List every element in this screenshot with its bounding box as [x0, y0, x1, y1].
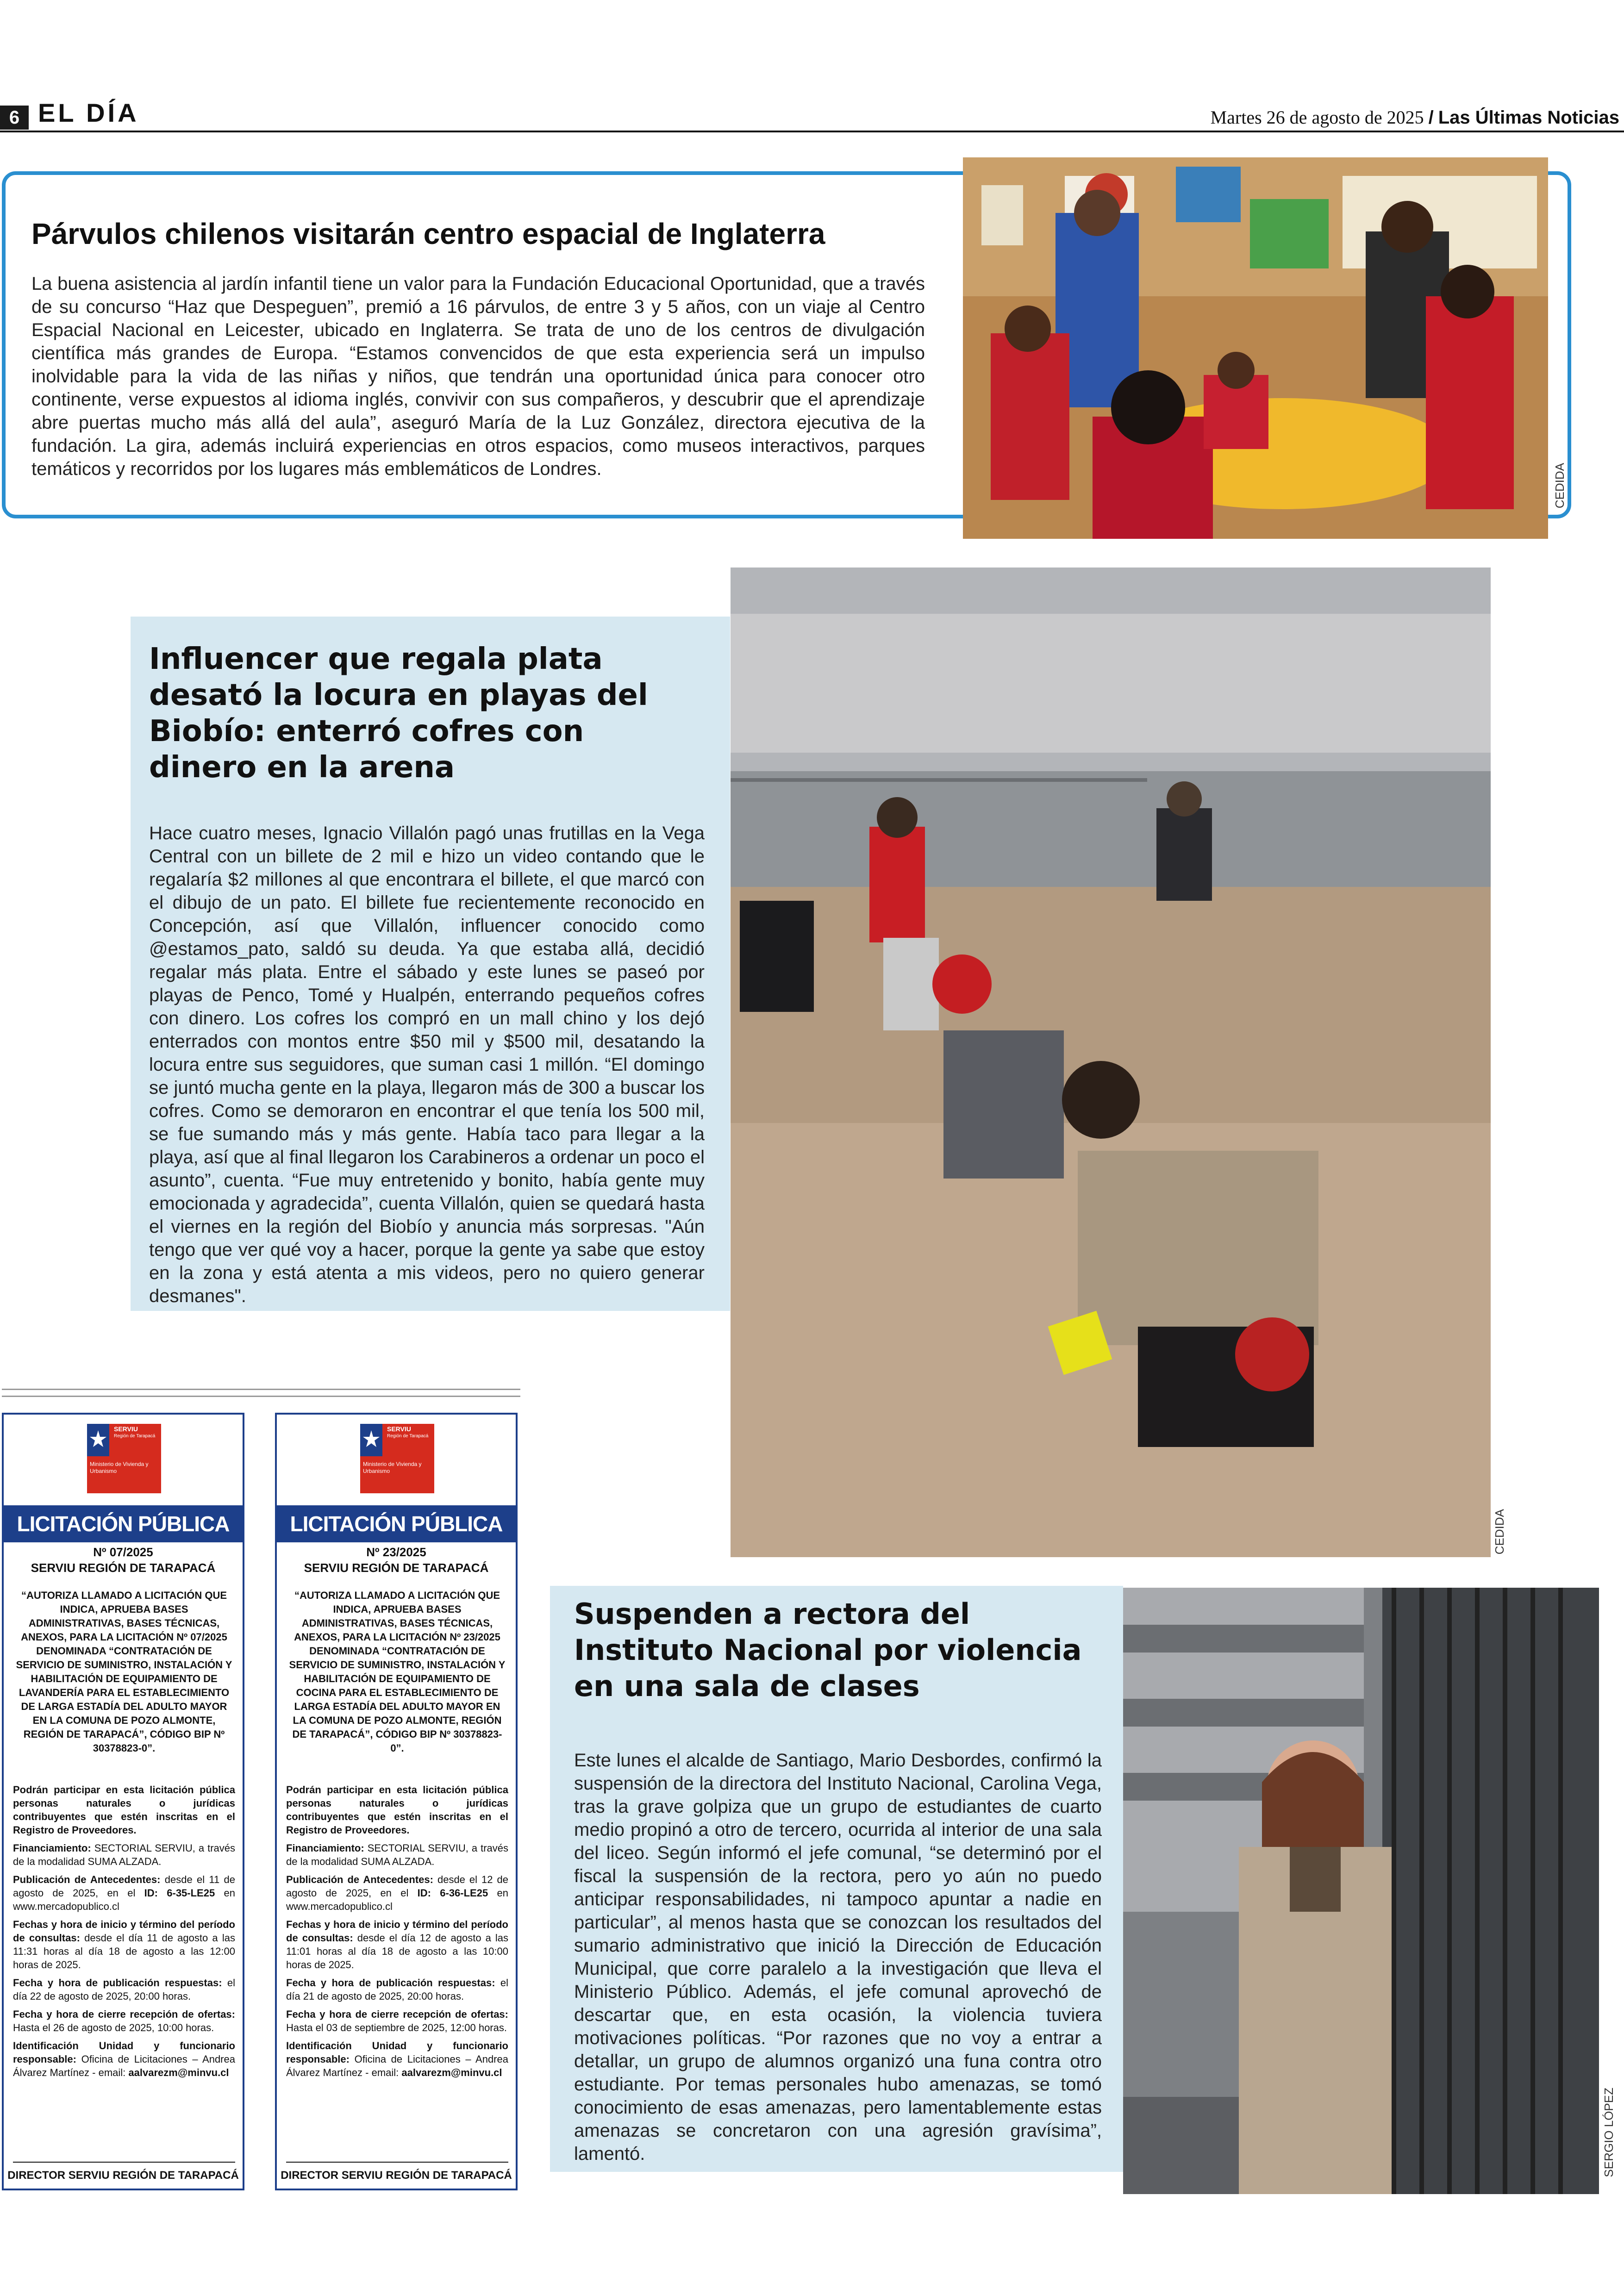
tender-ad: [275, 1413, 518, 2190]
background-row: [286, 1873, 508, 1913]
participation-text: Podrán participar en esta licitación pública personas naturales o jurídicas contribuyentes que estén inscritas en el Registro de Proveedores.: [13, 1784, 235, 1836]
tender-description: “AUTORIZA LLAMADO A LICITACIÓN QUE INDICA, APRUEBA BASES ADMINISTRATIVAS, BASES TÉCNICAS, ANEXOS, PARA LA LICITACIÓN Nº 23/2025 DENOMINADA “CONTRATACIÓN DE SERVICIO DE SUMINISTRO, INSTALACIÓN Y HABILITACIÓN DE EQUIPAMIENTO DE COCINA PARA EL ESTABLECIMIENTO DE LARGA ESTADÍA DEL ADULTO MAYOR EN LA COMUNA DE POZO ALMONTE, REGIÓN DE TARAPACÁ”, CÓDIGO BIP Nº 30378823-0”.: [289, 1590, 506, 1754]
contact-email: aalvarezm@minvu.cl: [401, 2067, 502, 2078]
article-body: Hace cuatro meses, Ignacio Villalón pagó unas frutillas en la Vega Central con un billete de 2 mil e hizo un video contando que le regalaría $2 millones al que encontrara el billete, el que marcó con el dibujo de un pato. El billete fue recientemente reconocido en Concepción, así que Villalón, influencer conocido como @estamos_pato, saldó su deuda. Ya que estaba allá, decidió regalar más plata. Entre el sábado y este lunes se paseó por playas de Penco, Tomé y Hualpén, enterrando pequeños cofres con dinero. Los cofres los compró en un mall chino y los dejó enterrados con montos entre $50 mil y $500 mil, desatando la locura entre sus seguidores, que suman casi 1 millón. “El domingo se juntó mucha gente en la playa, llegaron más de 300 a buscar los cofres. Como se demoraron en encontrar el que tenía los 500 mil, se fue sumando más y más gente. Había taco para llegar a la playa, así que al final llegaron los Carabineros a ordenar un poco el asunto”, cuenta. “Fue muy entretenido y bonito, había gente muy emocionada y agradecida”, cuenta Villalón, quien se quedará hasta el viernes en la región del Biobío y anuncia más sorpresas. "Aún tengo que ver qué voy a hacer, porque la gente ya sabe que estoy en la zona y está atenta a mis videos, pero no quiero generar desmanes".: [149, 823, 705, 1306]
answers-label: Fecha y hora de publicación respuestas:: [13, 1977, 222, 1989]
financing-row: [13, 1841, 235, 1868]
close-label: Fecha y hora de cierre recepción de ofertas:: [286, 2008, 508, 2020]
background-label: Publicación de Antecedentes:: [13, 1874, 161, 1885]
ads-divider: [2, 1389, 520, 1397]
close-label: Fecha y hora de cierre recepción de ofertas:: [13, 2008, 235, 2020]
ad-signature: DIRECTOR SERVIU REGIÓN DE TARAPACÁ: [281, 2169, 512, 2182]
publication-name: Las Últimas Noticias: [1438, 107, 1619, 128]
rector-photo: [1123, 1588, 1599, 2194]
financing-label: Financiamiento:: [286, 1842, 364, 1854]
close-value: Hasta el 26 de agosto de 2025, 10:00 horas.: [13, 2022, 214, 2033]
headline: Párvulos chilenos visitarán centro espacial de Inglaterra: [31, 217, 825, 250]
tender-entity: SERVIU REGIÓN DE TARAPACÁ: [31, 1561, 216, 1575]
background-value: desde el 11 de agosto de 2025, en el: [13, 1874, 235, 1899]
ad-signature: DIRECTOR SERVIU REGIÓN DE TARAPACÁ: [7, 2169, 239, 2182]
contact-value: Oficina de Licitaciones – Andrea Álvarez Martínez - email:: [13, 2053, 235, 2078]
tender-id: ID: 6-36-LE25: [417, 1887, 488, 1899]
answers-row: [286, 1976, 508, 2003]
photo-credit: CEDIDA: [1493, 1509, 1506, 1555]
article-body: La buena asistencia al jardín infantil tiene un valor para la Fundación Educacional Oportunidad, que a través de su concurso “Haz que Despeguen”, premió a 16 párvulos, de entre 3 y 5 años, con un viaje al Centro Espacial Nacional en Leicester, ubicado en Inglaterra. Se trata de uno de los centros de divulgación científica más grandes de Europa. “Estamos convencidos de que esta experiencia será un impulso inolvidable para la vida de las niñas y niños, que tendrán una oportunidad única para conocer otro continente, verse expuestos al idioma inglés, convivir con sus compañeros, y descubrir que el aprendizaje abre puertas mucho más allá del aula”, aseguró María de la Luz González, directora ejecutiva de la fundación. La gira, además incluirá experiencias en otros espacios, como museos interactivos, parques temáticos y recorridos por los lugares más emblemáticos de Londres.: [31, 274, 925, 479]
contact-email: aalvarezm@minvu.cl: [128, 2067, 229, 2078]
beach-illustration: [731, 568, 1491, 1557]
serviu-logo: [87, 1424, 161, 1493]
dateline-separator: /: [1428, 107, 1434, 128]
contact-label: Identificación Unidad y funcionario responsable:: [286, 2040, 508, 2065]
contact-row: [13, 2039, 235, 2079]
background-tail: en www.mercadopublico.cl: [286, 1887, 508, 1912]
classroom-illustration: [963, 157, 1548, 539]
financing-value: SECTORIAL SERVIU, a través de la modalidad SUMA ALZADA.: [286, 1842, 508, 1867]
classroom-photo: [963, 157, 1548, 539]
rector-illustration: [1123, 1588, 1599, 2194]
issue-date: Martes 26 de agosto de 2025: [1210, 107, 1424, 128]
tender-entity: SERVIU REGIÓN DE TARAPACÁ: [304, 1561, 489, 1575]
answers-value: el día 21 de agosto de 2025, 20:00 horas.: [286, 1977, 508, 2002]
beach-photo: [731, 568, 1491, 1557]
background-tail: en www.mercadopublico.cl: [13, 1887, 235, 1912]
queries-label: Fechas y hora de inicio y término del período de consultas:: [13, 1919, 235, 1944]
header-rule: [0, 131, 1624, 132]
headline: Influencer que regala plata desató la locura en playas del Biobío: enterró cofres con dinero en la arena: [149, 642, 648, 785]
ad-header: [4, 1544, 243, 1576]
answers-row: [13, 1976, 235, 2003]
ad-header: [277, 1544, 516, 1576]
background-label: Publicación de Antecedentes:: [286, 1874, 433, 1885]
tender-id: ID: 6-35-LE25: [144, 1887, 215, 1899]
close-row: [13, 2008, 235, 2034]
queries-label: Fechas y hora de inicio y término del período de consultas:: [286, 1919, 508, 1944]
photo-credit: SERGIO LÓPEZ: [1602, 2088, 1616, 2177]
ad-title: LICITACIÓN PÚBLICA: [4, 1505, 243, 1542]
queries-row: [13, 1918, 235, 1971]
logo-region: Región de Tarapacá: [114, 1434, 156, 1439]
background-row: [13, 1873, 235, 1913]
participation-text: Podrán participar en esta licitación pública personas naturales o jurídicas contribuyentes que estén inscritas en el Registro de Proveedores.: [286, 1784, 508, 1836]
tender-ad: [2, 1413, 244, 2190]
financing-label: Financiamiento:: [13, 1842, 91, 1854]
queries-row: [286, 1918, 508, 1971]
tender-details: [13, 1783, 235, 2084]
financing-row: [286, 1841, 508, 1868]
tender-description: “AUTORIZA LLAMADO A LICITACIÓN QUE INDICA, APRUEBA BASES ADMINISTRATIVAS, BASES TÉCNICAS, ANEXOS, PARA LA LICITACIÓN Nº 07/2025 DENOMINADA “CONTRATACIÓN DE SERVICIO DE SUMINISTRO, INSTALACIÓN Y HABILITACIÓN DE EQUIPAMIENTO DE LAVANDERÍA PARA EL ESTABLECIMIENTO DE LARGA ESTADÍA DEL ADULTO MAYOR EN LA COMUNA DE POZO ALMONTE, REGIÓN DE TARAPACÁ”, CÓDIGO BIP Nº 30378823-0”.: [16, 1590, 232, 1754]
answers-label: Fecha y hora de publicación respuestas:: [286, 1977, 495, 1989]
close-value: Hasta el 03 de septiembre de 2025, 12:00 horas.: [286, 2022, 507, 2033]
tender-number: Nº 07/2025: [93, 1545, 153, 1559]
contact-value: Oficina de Licitaciones – Andrea Álvarez Martínez - email:: [286, 2053, 508, 2078]
tender-number: Nº 23/2025: [366, 1545, 426, 1559]
logo-wordmark: SERVIU: [387, 1425, 411, 1433]
ad-footer-rule: [286, 2162, 508, 2163]
answers-value: el día 22 de agosto de 2025, 20:00 horas.: [13, 1977, 235, 2002]
section-title: EL DÍA: [38, 98, 139, 127]
background-value: desde el 12 de agosto de 2025, en el: [286, 1874, 508, 1899]
headline: Suspenden a rectora del Instituto Nacional por violencia en una sala de clases: [574, 1597, 1082, 1703]
serviu-logo: [360, 1424, 434, 1493]
logo-region: Región de Tarapacá: [387, 1434, 429, 1439]
logo-wordmark: SERVIU: [114, 1425, 138, 1433]
dateline: [1211, 108, 1619, 127]
ad-title: LICITACIÓN PÚBLICA: [277, 1505, 516, 1542]
queries-value: desde el día 12 de agosto a las 11:01 horas al día 18 de agosto a las 10:00 horas de 2025.: [286, 1932, 508, 1971]
photo-credit: CEDIDA: [1553, 463, 1567, 509]
close-row: [286, 2008, 508, 2034]
financing-value: SECTORIAL SERVIU, a través de la modalidad SUMA ALZADA.: [13, 1842, 235, 1867]
tender-details: [286, 1783, 508, 2084]
logo-ministry: Ministerio de Vivienda y Urbanismo: [363, 1461, 422, 1474]
queries-value: desde el día 11 de agosto a las 11:31 horas al día 18 de agosto a las 12:00 horas de 2025.: [13, 1932, 235, 1971]
contact-row: [286, 2039, 508, 2079]
ad-footer-rule: [13, 2162, 235, 2163]
page-number: 6: [0, 106, 29, 130]
logo-ministry: Ministerio de Vivienda y Urbanismo: [90, 1461, 149, 1474]
article-body: Este lunes el alcalde de Santiago, Mario Desbordes, confirmó la suspensión de la directora del Instituto Nacional, Carolina Vega, tras la grave golpiza que un grupo de estudiantes de cuarto medio propinó a otro de tercero, ocurrida al interior de una sala del liceo. Según informó el jefe comunal, “se determinó por el fiscal la suspensión de la rectora, pero yo aún no puedo anticipar responsabilidades, ni tampoco apuntar a nadie en particular”, al menos hasta que se conozcan los resultados del sumario administrativo que inició la Dirección de Educación Municipal, que corre paralelo a la investigación que lleva el Ministerio Público. Además, el jefe comunal aprovechó de descartar que, en esta ocasión, la violencia tuviera motivaciones políticas. “Por razones que no voy a entrar a detallar, un grupo de alumnos organizó una funa contra otro estudiante. Por temas personales hubo amenazas, se tomó conocimiento de esas amenazas, pero lamentablemente estas amenazas se concretaron con una agresión gravísima”, lamentó.: [574, 1750, 1102, 2164]
contact-label: Identificación Unidad y funcionario responsable:: [13, 2040, 235, 2065]
